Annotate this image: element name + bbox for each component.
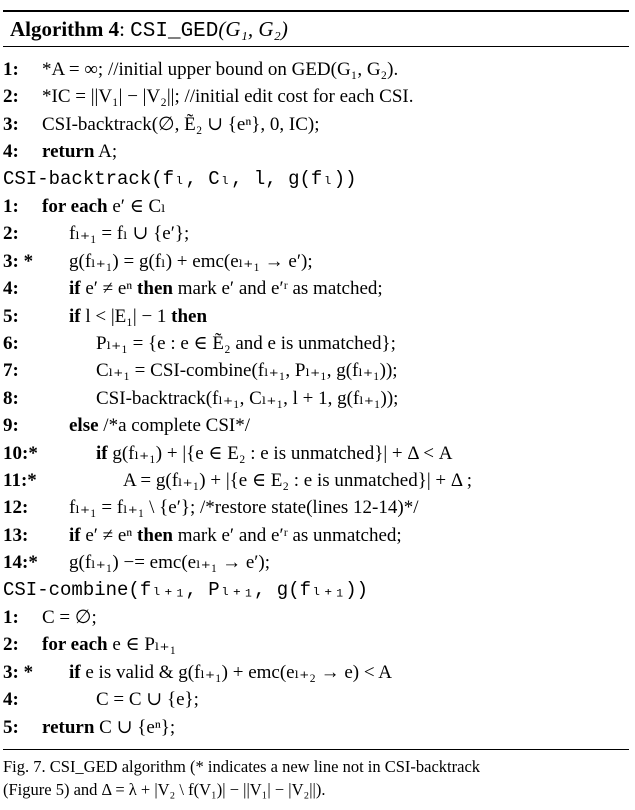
line-code	[96, 440, 452, 467]
statement-text: *IC = ||V₁| − |V₂||; //initial edit cost for each CSI.	[42, 86, 414, 108]
statement-text: l < |E₁| − 1	[80, 305, 172, 327]
line-number: 12:	[3, 497, 29, 519]
line-code	[42, 56, 398, 83]
keyword: else	[69, 415, 99, 437]
statement-text: e is valid & g(fₗ₊₁) + emc(eₗ₊₂ → e) < A	[80, 661, 393, 683]
algorithm-label: Algorithm 4	[10, 17, 120, 41]
statement-text: Pₗ₊₁ = {e : e ∈ Ẽ₂ and e is unmatched};	[96, 333, 396, 354]
line-number: 3:	[3, 113, 19, 135]
line-code	[69, 522, 402, 549]
line-number: 13:	[3, 524, 29, 546]
figure-caption	[3, 755, 631, 801]
line-number: 3: *	[3, 250, 34, 272]
statement-text: Cₗ₊₁ = CSI-combine(fₗ₊₁, Pₗ₊₁, g(fₗ₊₁));	[96, 360, 398, 382]
line-code	[96, 385, 398, 412]
line-code	[42, 111, 320, 138]
line-number: 6:	[3, 333, 19, 354]
line-number: 5:	[3, 305, 19, 327]
line-number: 2:	[3, 634, 19, 656]
keyword: for each	[42, 196, 108, 217]
rule-bottom	[3, 749, 629, 750]
line-number: 1:	[3, 607, 19, 628]
line-code	[69, 549, 270, 576]
line-code	[42, 193, 166, 220]
line-number: 11:*	[3, 470, 37, 491]
statement-text: g(fₗ₊₁) = g(fₗ) + emc(eₗ₊₁ → e′);	[69, 250, 313, 272]
statement-text: CSI-backtrack(fₗ₊₁, Cₗ₊₁, l + 1, g(fₗ₊₁));	[96, 387, 399, 409]
statement-text: C = ∅;	[42, 607, 97, 628]
line-code	[69, 275, 383, 302]
line-number: 3: *	[3, 661, 34, 683]
line-code	[3, 166, 357, 193]
line-number: 4:	[3, 689, 19, 711]
statement-text: A;	[94, 141, 118, 163]
keyword: if	[96, 442, 108, 464]
line-code	[69, 494, 418, 521]
statement-text: CSI-combine(fₗ₊₁, Pₗ₊₁, g(fₗ₊₁))	[3, 578, 369, 601]
line-number: 9:	[3, 415, 19, 437]
keyword: if	[69, 305, 81, 327]
line-code	[42, 714, 175, 741]
statement-text: mark e′ and e′ʳ as unmatched;	[172, 524, 402, 546]
statement-text: e′ ∈ Cₗ	[107, 196, 166, 217]
line-code	[96, 357, 398, 384]
keyword: if	[69, 278, 81, 300]
line-code	[96, 686, 199, 713]
statement-text: /*a complete CSI*/	[98, 415, 250, 437]
line-number: 2:	[3, 223, 19, 245]
statement-text: e′ ≠ eⁿ	[80, 524, 138, 546]
line-code	[69, 659, 392, 686]
line-number: 8:	[3, 387, 19, 409]
rule-mid	[3, 46, 629, 47]
statement-text: C = C ∪ {e};	[96, 689, 199, 711]
line-number: 1:	[3, 196, 19, 217]
line-number: 5:	[3, 716, 19, 738]
line-number: 4:	[3, 141, 19, 163]
statement-text: fₗ₊₁ = fₗ ∪ {e′};	[69, 223, 190, 245]
line-number: 7:	[3, 360, 19, 382]
algorithm-args: (G₁, G₂)	[218, 17, 288, 41]
keyword: if	[69, 524, 81, 546]
keyword: return	[42, 141, 95, 163]
line-code	[42, 83, 413, 110]
statement-text: CSI-backtrack(∅, Ẽ₂ ∪ {eⁿ}, 0, IC);	[42, 113, 320, 135]
line-number: 1:	[3, 59, 19, 80]
line-code	[42, 138, 117, 165]
line-code	[69, 220, 189, 247]
line-code	[42, 631, 176, 658]
keyword: then	[137, 278, 173, 300]
rule-top	[3, 10, 629, 12]
line-code	[123, 467, 472, 494]
statement-text: C ∪ {eⁿ};	[94, 716, 176, 738]
line-code	[69, 248, 313, 275]
keyword: then	[171, 305, 208, 327]
line-number: 10:*	[3, 442, 38, 464]
algorithm-function-name: CSI_GED	[130, 20, 219, 43]
statement-text: *A = ∞; //initial upper bound on GED(G₁, G₂).	[42, 59, 399, 80]
line-code	[3, 577, 368, 604]
keyword: return	[42, 716, 95, 738]
keyword: then	[137, 524, 173, 546]
line-code	[69, 412, 250, 439]
line-number: 4:	[3, 278, 19, 300]
statement-text: e′ ≠ eⁿ	[80, 278, 138, 300]
line-code	[96, 330, 396, 357]
statement-text: e ∈ Pₗ₊₁	[107, 634, 177, 656]
statement-text: A = g(fₗ₊₁) + |{e ∈ E₂ : e is unmatched}| + Δ ;	[123, 470, 473, 491]
statement-text: CSI-backtrack(fₗ, Cₗ, l, g(fₗ))	[3, 167, 357, 190]
keyword: for each	[42, 634, 108, 656]
keyword: if	[69, 661, 81, 683]
statement-text: mark e′ and e′ʳ as matched;	[172, 278, 383, 300]
title-separator: :	[119, 17, 131, 41]
line-number: 14:*	[3, 552, 38, 574]
statement-text: fₗ₊₁ = fₗ₊₁ \ {e′}; /*restore state(lines 12-14)*/	[69, 497, 419, 519]
caption-line-1: Fig. 7. CSI_GED algorithm (* indicates a new line not in CSI-backtrack	[3, 757, 481, 776]
statement-text: g(fₗ₊₁) + |{e ∈ E₂ : e is unmatched}| + Δ < A	[107, 442, 453, 464]
algorithm-title	[10, 13, 288, 45]
line-code	[42, 604, 97, 631]
line-number: 2:	[3, 86, 19, 108]
caption-line-2: (Figure 5) and Δ = λ + |V₂ \ f(V₁)| − ||V₁| − |V₂||).	[3, 780, 326, 799]
line-code	[69, 303, 207, 330]
statement-text: g(fₗ₊₁) −= emc(eₗ₊₁ → e′);	[69, 552, 271, 574]
